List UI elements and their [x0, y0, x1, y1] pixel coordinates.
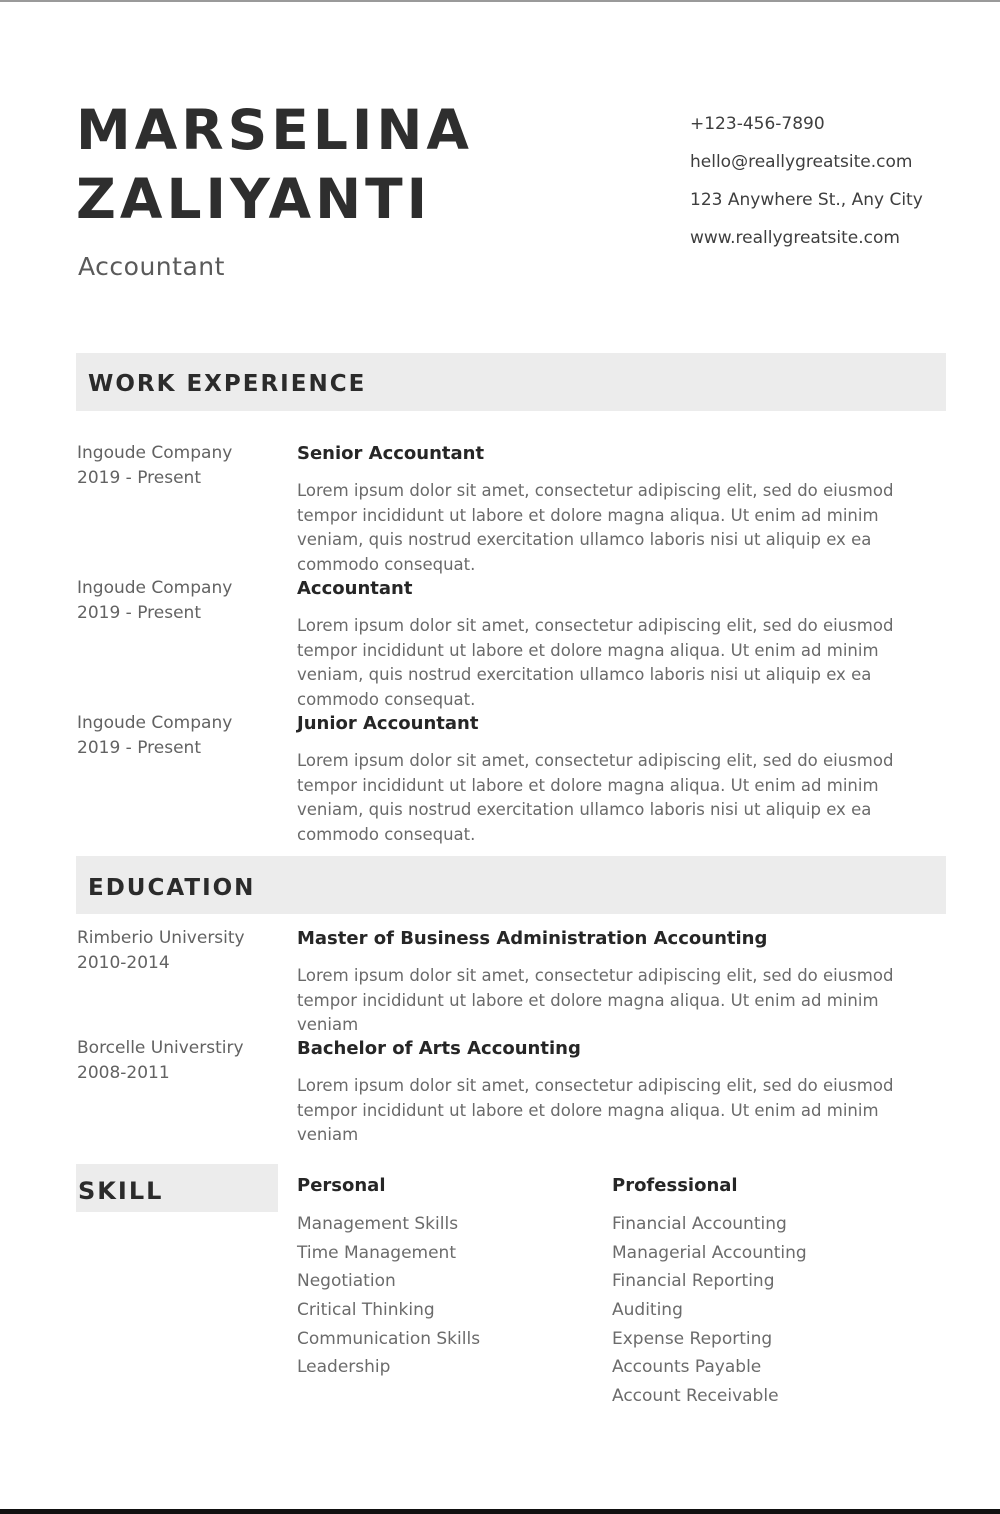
work-description: Lorem ipsum dolor sit amet, consectetur adipiscing elit, sed do eiusmod tempor incididunt ut labore et dolore magna aliqua. Ut enim ad minim veniam, quis nostrud exercitation ullamco laboris nisi ut aliquip ex ea commodo consequat. [297, 616, 894, 709]
education-title: EDUCATION [88, 875, 256, 901]
work-position: Senior Accountant [297, 443, 485, 464]
education-degree: Bachelor of Arts Accounting [297, 1038, 581, 1059]
skill-item: Account Receivable [612, 1386, 779, 1407]
skill-item: Negotiation [297, 1271, 396, 1292]
contact-address: 123 Anywhere St., Any City [690, 190, 923, 210]
work-dates: 2019 - Present [77, 738, 201, 758]
education-description: Lorem ipsum dolor sit amet, consectetur adipiscing elit, sed do eiusmod tempor incididunt ut labore et dolore magna aliqua. Ut enim ad minim veniam [297, 966, 894, 1034]
skill-title: SKILL [78, 1177, 164, 1205]
contact-phone: +123-456-7890 [690, 114, 825, 134]
skill-item: Leadership [297, 1357, 391, 1378]
skill-item: Critical Thinking [297, 1300, 435, 1321]
last-name: ZALIYANTI [76, 167, 432, 231]
personal-skills-heading: Personal [297, 1175, 386, 1196]
job-title: Accountant [78, 252, 225, 281]
work-description: Lorem ipsum dolor sit amet, consectetur adipiscing elit, sed do eiusmod tempor incididunt ut labore et dolore magna aliqua. Ut enim ad minim veniam, quis nostrud exercitation ullamco laboris nisi ut aliquip ex ea commodo consequat. [297, 751, 894, 844]
education-school: Borcelle Universtiry [77, 1038, 244, 1058]
work-description: Lorem ipsum dolor sit amet, consectetur adipiscing elit, sed do eiusmod tempor incididunt ut labore et dolore magna aliqua. Ut enim ad minim veniam, quis nostrud exercitation ullamco laboris nisi ut aliquip ex ea commodo consequat. [297, 481, 894, 574]
education-school: Rimberio University [77, 928, 245, 948]
education-dates: 2008-2011 [77, 1063, 170, 1083]
skill-item: Expense Reporting [612, 1328, 773, 1349]
first-name: MARSELINA [76, 98, 473, 162]
education-dates: 2010-2014 [77, 953, 170, 973]
work-dates: 2019 - Present [77, 468, 201, 488]
work-company: Ingoude Company [77, 578, 233, 598]
education-degree: Master of Business Administration Accounting [297, 928, 768, 949]
work-position: Accountant [297, 578, 413, 599]
contact-email: hello@reallygreatsite.com [690, 152, 913, 172]
contact-website: www.reallygreatsite.com [690, 228, 900, 248]
professional-skills-heading: Professional [612, 1175, 738, 1196]
professional-skills-list [612, 1210, 807, 1411]
work-position: Junior Accountant [297, 713, 479, 734]
skill-item: Accounts Payable [612, 1357, 762, 1378]
work-company: Ingoude Company [77, 443, 233, 463]
work-experience-title: WORK EXPERIENCE [88, 371, 367, 397]
skill-item: Managerial Accounting [612, 1242, 807, 1263]
skill-item: Auditing [612, 1300, 683, 1321]
skill-item: Financial Reporting [612, 1271, 775, 1292]
personal-skills-list [297, 1210, 480, 1382]
skill-item: Communication Skills [297, 1328, 481, 1349]
work-company: Ingoude Company [77, 713, 233, 733]
skill-item: Time Management [297, 1242, 456, 1263]
bottom-border [0, 1509, 1000, 1514]
top-border [0, 0, 1000, 2]
skill-item: Financial Accounting [612, 1214, 787, 1234]
skill-item: Management Skills [297, 1214, 459, 1234]
education-description: Lorem ipsum dolor sit amet, consectetur adipiscing elit, sed do eiusmod tempor incididunt ut labore et dolore magna aliqua. Ut enim ad minim veniam [297, 1076, 894, 1144]
work-dates: 2019 - Present [77, 603, 201, 623]
